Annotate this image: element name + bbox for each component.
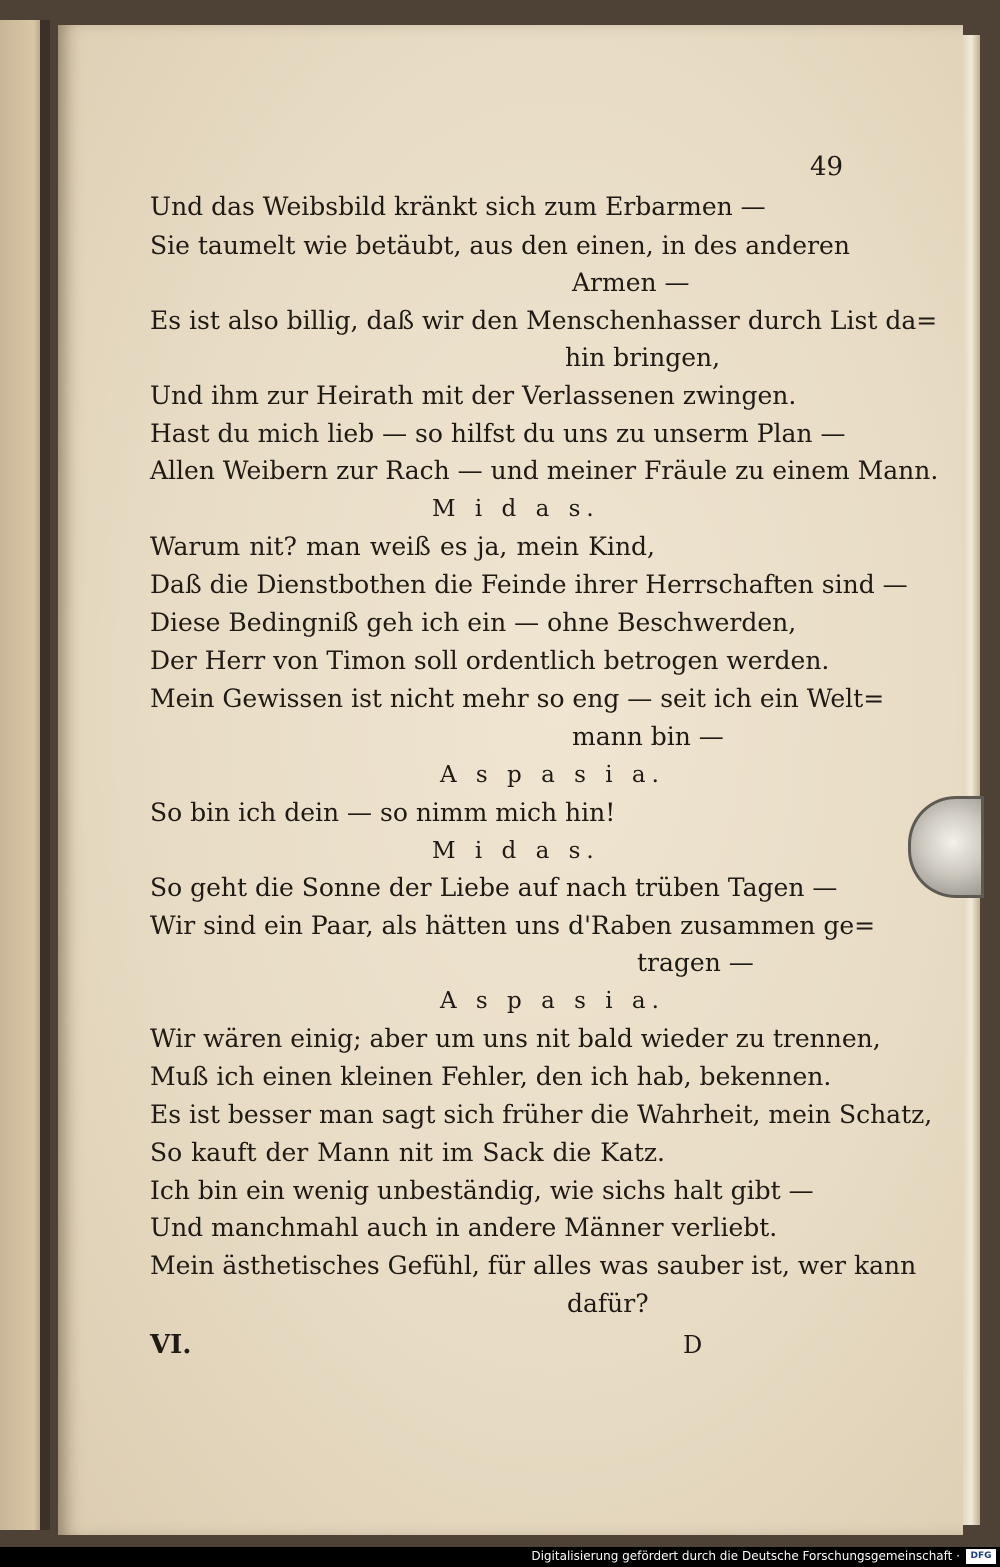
page-number: 49 (810, 152, 844, 182)
verse-line: Daß die Dienstbothen die Feinde ihrer Herrschaften sind — (150, 570, 908, 599)
verse-line: Hast du mich lieb — so hilfst du uns zu unserm Plan — (150, 419, 846, 448)
verse-line: Diese Bedingniß geh ich ein — ohne Beschwerden, (150, 608, 797, 637)
verse-line-continuation: mann bin — (572, 722, 724, 751)
dfg-logo: DFG (966, 1549, 996, 1564)
funding-notice: Digitalisierung gefördert durch die Deutsche Forschungsgemeinschaft · (531, 1549, 960, 1563)
verse-line: Und ihm zur Heirath mit der Verlassenen zwingen. (150, 381, 797, 410)
verse-line: Mein Gewissen ist nicht mehr so eng — seit ich ein Welt= (150, 684, 885, 713)
verse-line: Warum nit? man weiß es ja, mein Kind, (150, 532, 655, 561)
speaker-name: M i d a s. (432, 496, 600, 522)
speaker-name: A s p a s i a. (440, 988, 665, 1014)
verse-line: So geht die Sonne der Liebe auf nach trüben Tagen — (150, 873, 838, 902)
verse-line: Muß ich einen kleinen Fehler, den ich hab, bekennen. (150, 1062, 832, 1091)
verse-line: Sie taumelt wie betäubt, aus den einen, in des anderen (150, 231, 850, 260)
verse-line-continuation: Armen — (572, 268, 690, 297)
verse-line: Es ist also billig, daß wir den Menschenhasser durch List da= (150, 306, 938, 335)
verse-line: So kauft der Mann nit im Sack die Katz. (150, 1138, 665, 1167)
signature-mark: VI. (150, 1330, 192, 1360)
verse-line: Es ist besser man sagt sich früher die Wahrheit, mein Schatz, (150, 1100, 933, 1129)
speaker-name: A s p a s i a. (440, 762, 665, 788)
verse-line: Der Herr von Timon soll ordentlich betrogen werden. (150, 646, 830, 675)
speaker-name: M i d a s. (432, 838, 600, 864)
verse-line: So bin ich dein — so nimm mich hin! (150, 798, 616, 827)
verse-line: Ich bin ein wenig unbeständig, wie sichs halt gibt — (150, 1176, 814, 1205)
verse-line: Wir sind ein Paar, als hätten uns d'Raben zusammen ge= (150, 911, 876, 940)
verse-line: Wir wären einig; aber um uns nit bald wieder zu trennen, (150, 1024, 881, 1053)
verse-line: Allen Weibern zur Rach — und meiner Fräule zu einem Mann. (150, 456, 939, 485)
verse-line-continuation: dafür? (567, 1289, 649, 1318)
verse-line: Und manchmahl auch in andere Männer verliebt. (150, 1213, 778, 1242)
verse-line: Mein ästhetisches Gefühl, für alles was sauber ist, wer kann (150, 1251, 917, 1280)
verse-line-continuation: tragen — (637, 948, 754, 977)
verse-line: Und das Weibsbild kränkt sich zum Erbarmen — (150, 192, 766, 221)
catchword: D (683, 1331, 703, 1359)
verse-line-continuation: hin bringen, (565, 343, 721, 372)
